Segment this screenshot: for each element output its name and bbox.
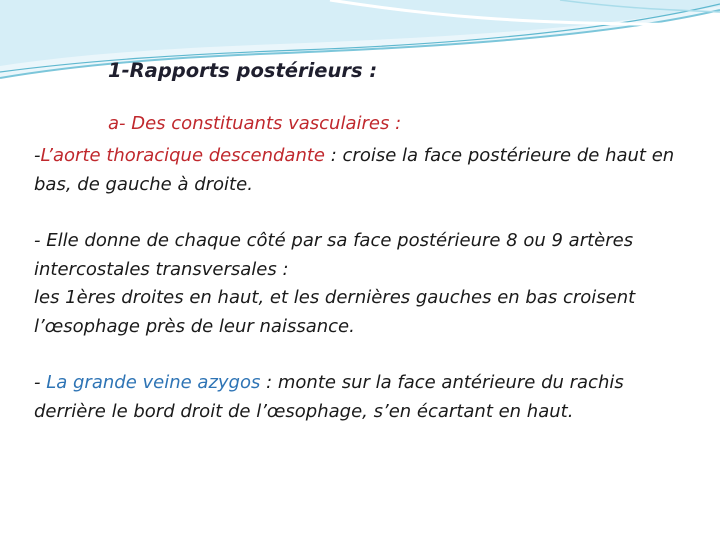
- section-subtitle: a- Des constituants vasculaires :: [108, 113, 402, 134]
- paragraph-aorte: [34, 142, 694, 199]
- paragraph-arteres-line1: - Elle donne de chaque côté par sa face postérieure 8 ou 9 artères intercostales transversales :: [34, 230, 634, 280]
- paragraph-arteres: [34, 227, 694, 341]
- slide-title: 1-Rapports postérieurs :: [108, 59, 378, 82]
- azygos-highlight: La grande veine azygos: [46, 372, 261, 393]
- paragraph-aorte-text: : croise la face postérieure de haut en bas, de gauche à droite.: [34, 145, 675, 195]
- paragraph-azygos: [34, 369, 694, 426]
- paragraph-azygos-prefix: -: [34, 372, 47, 393]
- paragraph-arteres-line2: les 1ères droites en haut, et les dernières gauches en bas croisent l’œsophage près de leur naissance.: [34, 287, 636, 337]
- aorte-highlight: L’aorte thoracique descendante: [40, 145, 326, 166]
- paragraph-aorte-prefix: -: [34, 145, 41, 166]
- paragraph-azygos-text: : monte sur la face antérieure du rachis derrière le bord droit de l’œsophage, s’en écartant en haut.: [34, 372, 624, 422]
